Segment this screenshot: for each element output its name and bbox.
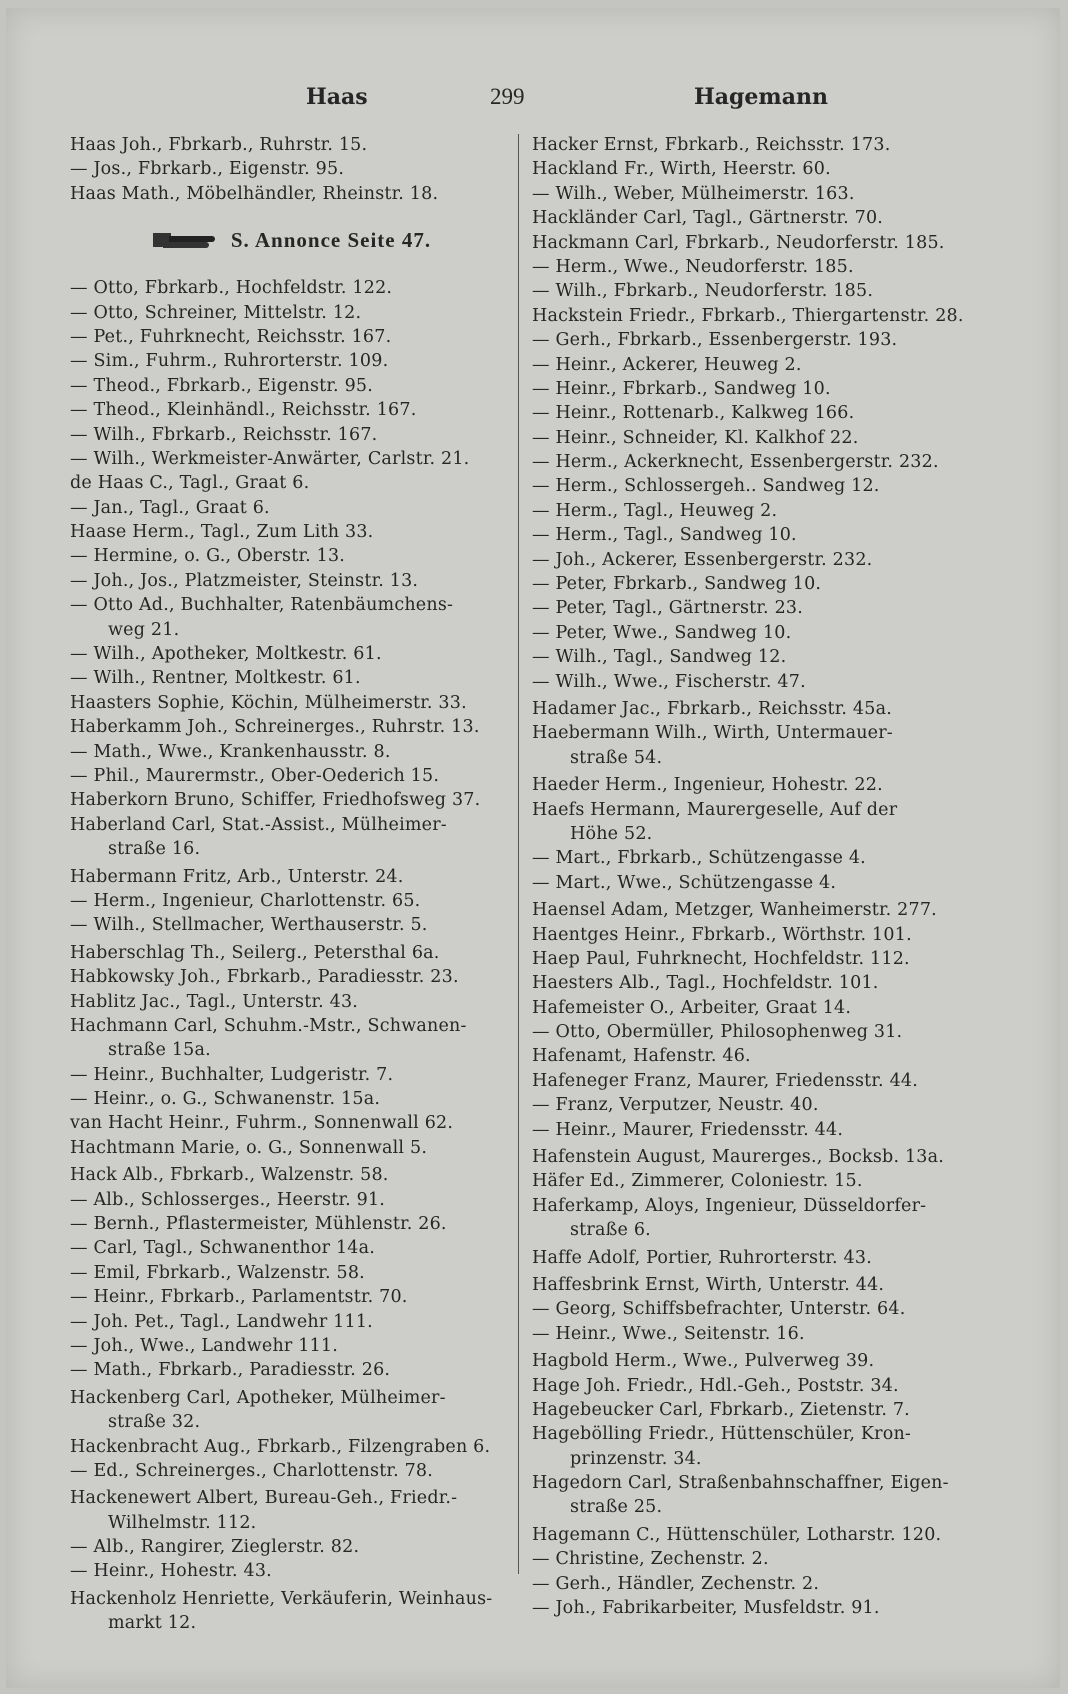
directory-entry: — Joh., Fabrikarbeiter, Musfeldstr. 91. <box>532 1598 880 1619</box>
left-column-top-entries <box>70 133 514 206</box>
directory-entry: — Mart., Fbrkarb., Schützengasse 4. <box>532 848 866 869</box>
directory-entry: Hackstein Friedr., Fbrkarb., Thiergartenstr. 28. <box>532 305 964 326</box>
directory-entry: — Heinr., Buchhalter, Ludgeristr. 7. <box>70 1064 394 1085</box>
entry-group <box>532 773 968 895</box>
annonce-notice <box>70 216 514 264</box>
directory-entry: Haasters Sophie, Köchin, Mülheimerstr. 33. <box>70 692 467 713</box>
directory-entry: Haentges Heinr., Fbrkarb., Wörthstr. 101. <box>532 924 912 945</box>
directory-entry: — Math., Fbrkarb., Paradiesstr. 26. <box>70 1360 391 1381</box>
directory-entry: Hackenewert Albert, Bureau-Geh., Friedr.- <box>70 1488 458 1509</box>
directory-entry: Haep Paul, Fuhrknecht, Hochfeldstr. 112. <box>532 948 910 969</box>
directory-entry: Haffe Adolf, Portier, Ruhrorterstr. 43. <box>532 1247 872 1268</box>
directory-entry: — Christine, Zechenstr. 2. <box>532 1549 769 1570</box>
directory-entry: — Heinr., Fbrkarb., Sandweg 10. <box>532 378 831 399</box>
directory-entry: — Peter, Fbrkarb., Sandweg 10. <box>532 574 822 595</box>
entry-continuation: straße 54. <box>570 747 663 768</box>
running-head-left: Haas <box>306 84 368 110</box>
directory-entry: Hagbold Herm., Wwe., Pulverweg 39. <box>532 1351 875 1372</box>
directory-entry: — Joh., Wwe., Landwehr 111. <box>70 1335 339 1356</box>
directory-entry: Häfer Ed., Zimmerer, Coloniestr. 15. <box>532 1171 863 1192</box>
pointing-hand-icon <box>153 231 217 249</box>
directory-entry: Hage Joh. Friedr., Hdl.-Geh., Poststr. 34. <box>532 1375 899 1396</box>
directory-entry: — Peter, Tagl., Gärtnerstr. 23. <box>532 598 804 619</box>
directory-entry: — Wilh., Apotheker, Moltkestr. 61. <box>70 644 382 665</box>
directory-entry: — Wilh., Rentner, Moltkestr. 61. <box>70 668 361 689</box>
directory-entry: — Herm., Tagl., Heuweg 2. <box>532 500 778 521</box>
directory-entry: — Math., Wwe., Krankenhausstr. 8. <box>70 741 391 762</box>
directory-entry: Haesters Alb., Tagl., Hochfeldstr. 101. <box>532 973 879 994</box>
directory-entry: Haas Math., Möbelhändler, Rheinstr. 18. <box>70 183 439 204</box>
directory-entry: — Herm., Tagl., Sandweg 10. <box>532 525 797 546</box>
directory-entry: Haas Joh., Fbrkarb., Ruhrstr. 15. <box>70 135 368 155</box>
directory-entry: — Otto Ad., Buchhalter, Ratenbäumchens- <box>70 595 454 616</box>
directory-entry: — Otto, Obermüller, Philosophenweg 31. <box>532 1022 903 1043</box>
directory-entry: — Joh., Jos., Platzmeister, Steinstr. 13. <box>70 570 419 591</box>
directory-entry: — Bernh., Pflastermeister, Mühlenstr. 26. <box>70 1214 447 1235</box>
directory-entry: — Heinr., Fbrkarb., Parlamentstr. 70. <box>70 1287 408 1308</box>
directory-entry: Haeder Herm., Ingenieur, Hohestr. 22. <box>532 775 883 796</box>
entry-group <box>70 1163 514 1383</box>
directory-entry: — Herm., Wwe., Neudorferstr. 185. <box>532 256 854 277</box>
entry-group <box>70 865 514 938</box>
entry-group <box>70 276 514 861</box>
entry-continuation: markt 12. <box>108 1613 197 1634</box>
directory-entry: Hafenstein August, Maurerges., Bocksb. 13a. <box>532 1147 945 1168</box>
entry-group <box>532 1145 968 1243</box>
directory-entry: — Jan., Tagl., Graat 6. <box>70 497 270 518</box>
directory-entry: — Heinr., Ackerer, Heuweg 2. <box>532 354 802 375</box>
directory-entry: — Alb., Schlosserges., Heerstr. 91. <box>70 1189 386 1210</box>
directory-entry: — Jos., Fbrkarb., Eigenstr. 95. <box>70 159 345 180</box>
directory-entry: Hagedorn Carl, Straßenbahnschaffner, Eigen- <box>532 1473 949 1494</box>
directory-entry: — Sim., Fuhrm., Ruhrorterstr. 109. <box>70 351 389 372</box>
directory-entry: Hacker Ernst, Fbrkarb., Reichsstr. 173. <box>532 135 891 155</box>
directory-entry: — Hermine, o. G., Oberstr. 13. <box>70 546 346 567</box>
directory-entry: van Hacht Heinr., Fuhrm., Sonnenwall 62. <box>70 1113 454 1134</box>
directory-entry: Haberkamm Joh., Schreinerges., Ruhrstr. 13. <box>70 717 480 738</box>
directory-entry: — Heinr., Wwe., Seitenstr. 16. <box>532 1323 805 1344</box>
entry-group <box>532 898 968 1142</box>
directory-entry: — Wilh., Fbrkarb., Reichsstr. 167. <box>70 424 378 445</box>
directory-entry: — Carl, Tagl., Schwanenthor 14a. <box>70 1238 376 1259</box>
directory-entry: Hackenbracht Aug., Fbrkarb., Filzengraben 6. <box>70 1436 491 1457</box>
directory-entry: — Wilh., Fbrkarb., Neudorferstr. 185. <box>532 281 874 302</box>
directory-entry: Hafeneger Franz, Maurer, Friedensstr. 44. <box>532 1070 918 1091</box>
directory-entry: Hafenamt, Hafenstr. 46. <box>532 1046 751 1067</box>
directory-entry: — Ed., Schreinerges., Charlottenstr. 78. <box>70 1460 434 1481</box>
directory-entry: — Franz, Verputzer, Neustr. 40. <box>532 1095 819 1116</box>
directory-entry: — Herm., Ackerknecht, Essenbergerstr. 232. <box>532 452 939 473</box>
directory-entry: Hachmann Carl, Schuhm.-Mstr., Schwanen- <box>70 1015 467 1036</box>
directory-entry: — Heinr., Maurer, Friedensstr. 44. <box>532 1119 844 1140</box>
directory-page <box>6 8 1060 1688</box>
entry-group <box>532 1523 968 1621</box>
entry-continuation: straße 32. <box>108 1412 201 1433</box>
directory-entry: — Gerh., Fbrkarb., Essenbergerstr. 193. <box>532 330 898 351</box>
directory-entry: Hackmann Carl, Fbrkarb., Neudorferstr. 185. <box>532 232 945 253</box>
directory-entry: de Haas C., Tagl., Graat 6. <box>70 473 310 494</box>
directory-entry: — Gerh., Händler, Zechenstr. 2. <box>532 1573 820 1594</box>
directory-entry: Hachtmann Marie, o. G., Sonnenwall 5. <box>70 1137 428 1158</box>
running-head-right: Hagemann <box>694 84 828 110</box>
directory-entry: Hagebölling Friedr., Hüttenschüler, Kron- <box>532 1424 912 1445</box>
directory-entry: — Wilh., Stellmacher, Werthauserstr. 5. <box>70 915 428 936</box>
entry-group <box>532 133 968 694</box>
directory-entry: — Heinr., Schneider, Kl. Kalkhof 22. <box>532 427 859 448</box>
entry-group <box>532 1246 968 1270</box>
directory-entry: Hackländer Carl, Tagl., Gärtnerstr. 70. <box>532 208 884 229</box>
directory-entry: — Herm., Schlossergeh.. Sandweg 12. <box>532 476 880 497</box>
directory-entry: — Joh. Pet., Tagl., Landwehr 111. <box>70 1311 373 1332</box>
column-divider <box>518 134 519 1574</box>
directory-entry: — Wilh., Weber, Mülheimerstr. 163. <box>532 183 855 204</box>
directory-entry: Habermann Fritz, Arb., Unterstr. 24. <box>70 866 404 887</box>
directory-entry: Hackenholz Henriette, Verkäuferin, Weinhaus- <box>70 1588 493 1609</box>
directory-entry: — Joh., Ackerer, Essenbergerstr. 232. <box>532 549 873 570</box>
directory-entry: — Theod., Kleinhändl., Reichsstr. 167. <box>70 400 417 421</box>
entry-group <box>532 697 968 770</box>
directory-entry: — Alb., Rangirer, Zieglerstr. 82. <box>70 1537 360 1558</box>
directory-entry: Haberkorn Bruno, Schiffer, Friedhofsweg 37. <box>70 790 481 811</box>
annonce-text: S. Annonce Seite 47. <box>230 227 432 252</box>
directory-entry: Hack Alb., Fbrkarb., Walzenstr. 58. <box>70 1165 389 1186</box>
entry-continuation: Höhe 52. <box>570 823 653 844</box>
directory-entry: — Heinr., o. G., Schwanenstr. 15a. <box>70 1089 381 1110</box>
entry-group <box>70 133 514 206</box>
directory-entry: — Otto, Fbrkarb., Hochfeldstr. 122. <box>70 278 393 299</box>
directory-entry: — Emil, Fbrkarb., Walzenstr. 58. <box>70 1262 365 1283</box>
entry-group <box>70 1386 514 1484</box>
entry-continuation: prinzenstr. 34. <box>570 1448 702 1469</box>
directory-entry: — Wilh., Tagl., Sandweg 12. <box>532 647 787 668</box>
directory-entry: — Herm., Ingenieur, Charlottenstr. 65. <box>70 890 421 911</box>
directory-entry: Hagemann C., Hüttenschüler, Lotharstr. 120. <box>532 1524 942 1545</box>
right-column <box>532 133 968 1623</box>
directory-entry: Haefs Hermann, Maurergeselle, Auf der <box>532 799 898 820</box>
directory-entry: Haensel Adam, Metzger, Wanheimerstr. 277. <box>532 900 937 921</box>
left-column <box>70 133 514 1639</box>
entry-continuation: straße 25. <box>570 1497 663 1518</box>
directory-entry: — Peter, Wwe., Sandweg 10. <box>532 622 792 643</box>
left-column-entries <box>70 276 514 1635</box>
entry-group <box>70 1486 514 1584</box>
entry-continuation: straße 16. <box>108 839 201 860</box>
directory-entry: Hadamer Jac., Fbrkarb., Reichsstr. 45a. <box>532 698 892 719</box>
directory-entry: — Theod., Fbrkarb., Eigenstr. 95. <box>70 375 374 396</box>
entry-group <box>70 941 514 1161</box>
entry-continuation: straße 6. <box>570 1220 651 1241</box>
directory-entry: Haferkamp, Aloys, Ingenieur, Düsseldorfer- <box>532 1195 927 1216</box>
directory-entry: — Mart., Wwe., Schützengasse 4. <box>532 872 837 893</box>
directory-entry: — Heinr., Hohestr. 43. <box>70 1561 272 1582</box>
directory-entry: — Wilh., Werkmeister-Anwärter, Carlstr. 21. <box>70 448 470 469</box>
directory-entry: Hackland Fr., Wirth, Heerstr. 60. <box>532 159 831 180</box>
directory-entry: — Heinr., Rottenarb., Kalkweg 166. <box>532 403 855 424</box>
directory-entry: — Otto, Schreiner, Mittelstr. 12. <box>70 302 362 323</box>
directory-entry: — Wilh., Wwe., Fischerstr. 47. <box>532 671 806 692</box>
page-number: 299 <box>490 84 525 109</box>
entry-group <box>70 1587 514 1636</box>
directory-entry: Hagebeucker Carl, Fbrkarb., Zietenstr. 7. <box>532 1399 910 1420</box>
entry-continuation: weg 21. <box>108 619 180 640</box>
directory-entry: — Pet., Fuhrknecht, Reichsstr. 167. <box>70 326 392 347</box>
right-column-entries <box>532 133 968 1620</box>
directory-entry: Hablitz Jac., Tagl., Unterstr. 43. <box>70 991 359 1012</box>
directory-entry: — Phil., Maurermstr., Ober-Oederich 15. <box>70 765 440 786</box>
directory-entry: Haebermann Wilh., Wirth, Untermauer- <box>532 723 893 744</box>
entry-group <box>532 1349 968 1520</box>
directory-entry: Haase Herm., Tagl., Zum Lith 33. <box>70 522 374 543</box>
entry-continuation: straße 15a. <box>108 1040 211 1061</box>
directory-entry: Haffesbrink Ernst, Wirth, Unterstr. 44. <box>532 1274 885 1295</box>
entry-group <box>532 1273 968 1346</box>
directory-entry: Habkowsky Joh., Fbrkarb., Paradiesstr. 23. <box>70 967 459 988</box>
directory-entry: — Georg, Schiffsbefrachter, Unterstr. 64. <box>532 1299 906 1320</box>
directory-entry: Hafemeister O., Arbeiter, Graat 14. <box>532 997 852 1018</box>
entry-continuation: Wilhelmstr. 112. <box>108 1512 257 1533</box>
directory-entry: Haberschlag Th., Seilerg., Petersthal 6a. <box>70 942 440 963</box>
directory-entry: Haberland Carl, Stat.-Assist., Mülheimer- <box>70 814 447 835</box>
directory-entry: Hackenberg Carl, Apotheker, Mülheimer- <box>70 1387 446 1408</box>
